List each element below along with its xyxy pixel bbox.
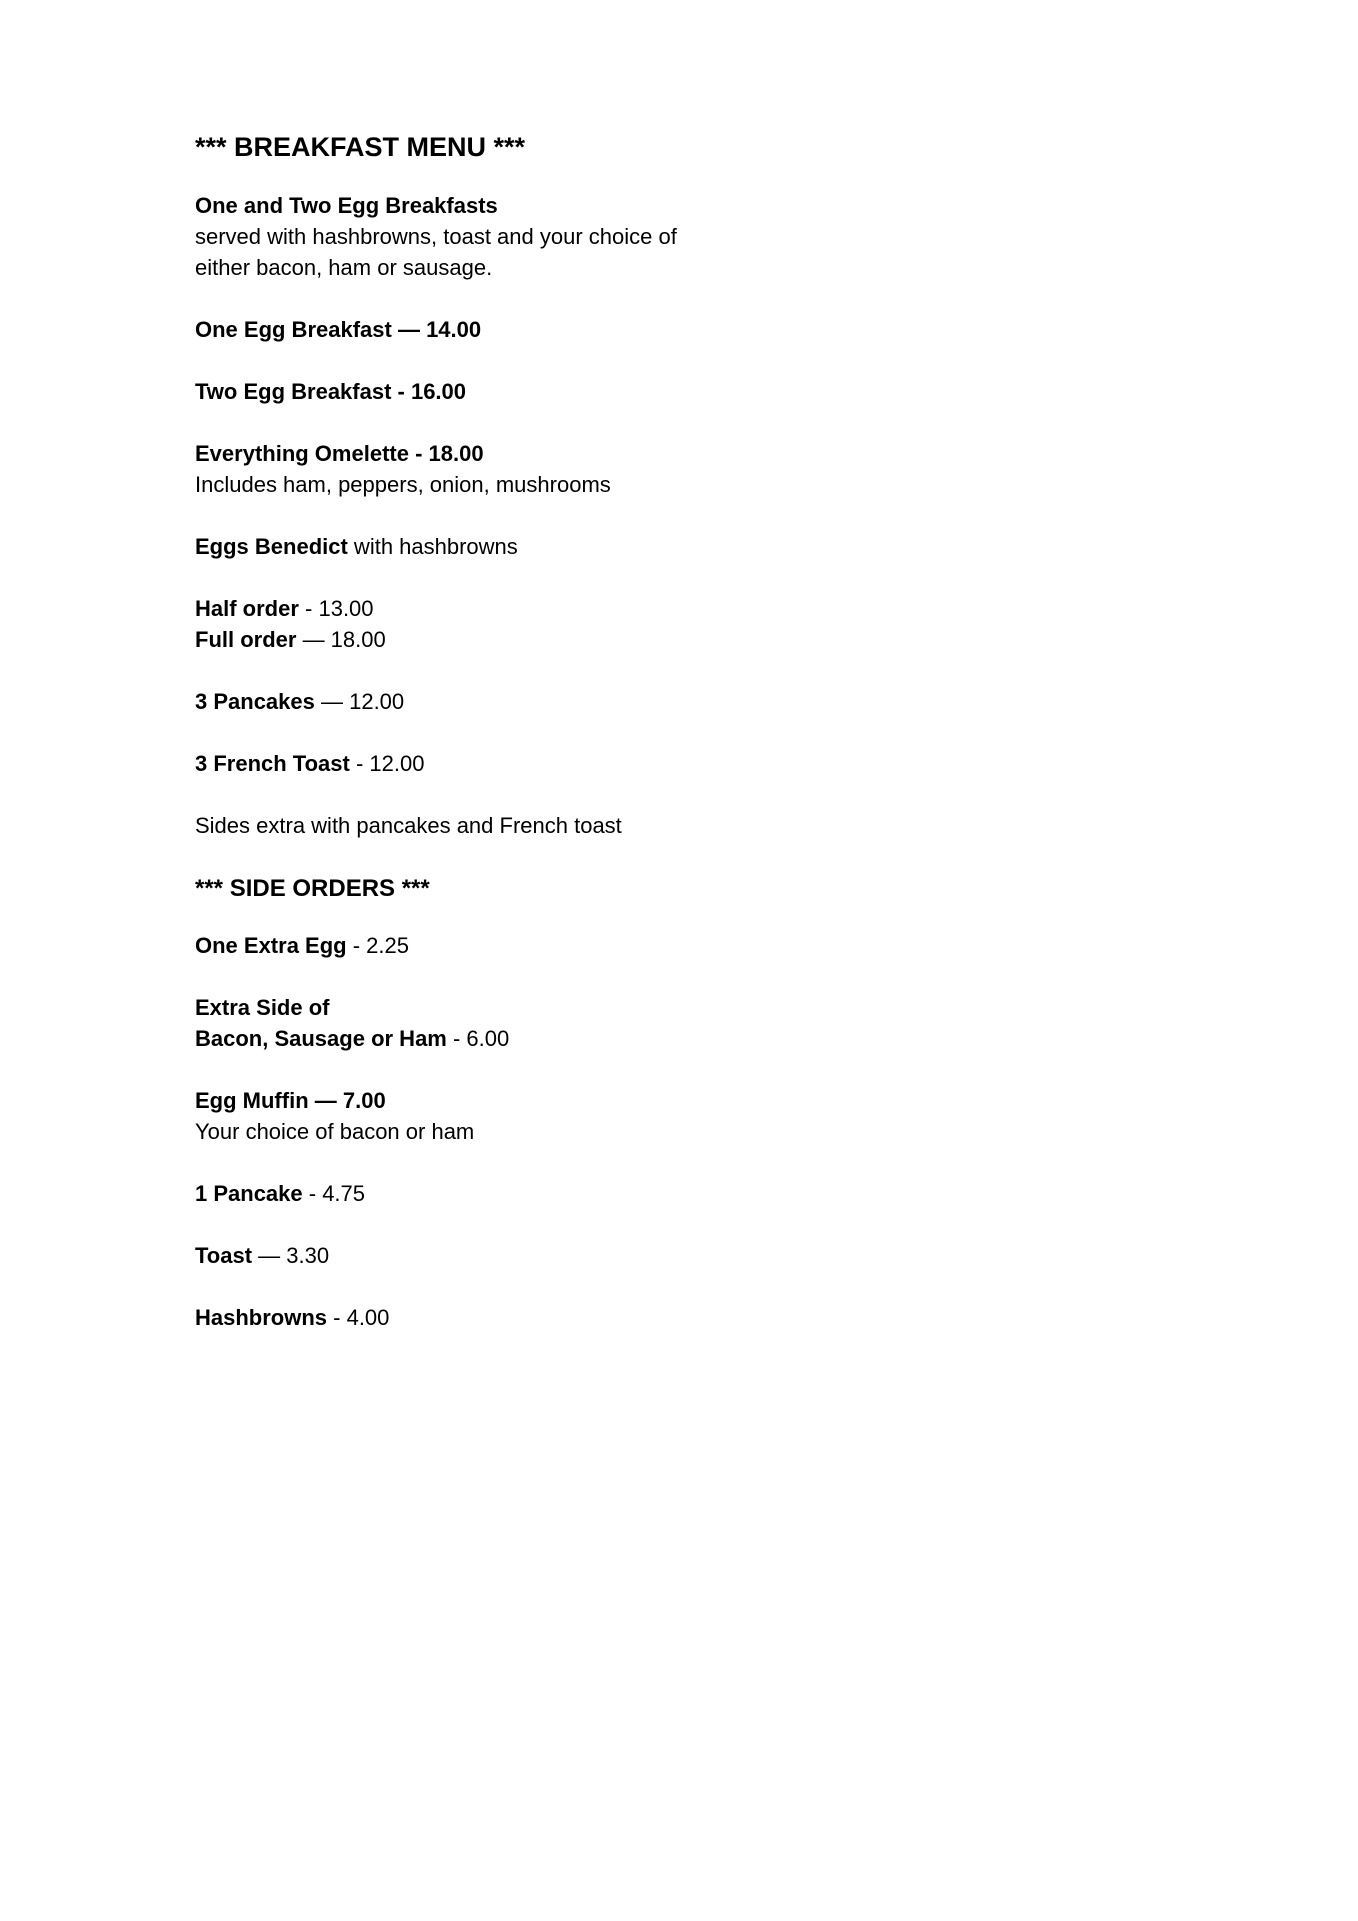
extra-egg-item	[195, 930, 1015, 961]
omelette-desc: Includes ham, peppers, onion, mushrooms	[195, 472, 611, 497]
half-order-item	[195, 593, 1015, 624]
egg-breakfasts-heading: One and Two Egg Breakfasts	[195, 193, 498, 218]
half-order-name: Half order	[195, 596, 299, 621]
eggs-benedict-desc: with hashbrowns	[347, 534, 518, 559]
full-order-price: — 18.00	[296, 627, 386, 652]
toast-name: Toast	[195, 1243, 253, 1268]
extra-side-name: Bacon, Sausage or Ham	[195, 1026, 447, 1051]
pancakes-item	[195, 686, 1015, 717]
french-toast-item	[195, 748, 1015, 779]
one-pancake-item	[195, 1178, 1015, 1209]
breakfast-menu-title: *** BREAKFAST MENU ***	[195, 132, 526, 162]
two-egg-breakfast-item: Two Egg Breakfast - 16.00	[195, 379, 467, 404]
one-pancake-price: - 4.75	[302, 1181, 366, 1206]
pancakes-price: — 12.00	[314, 689, 405, 714]
eggs-benedict-name: Eggs Benedict	[195, 534, 348, 559]
side-orders-title: *** SIDE ORDERS ***	[195, 875, 430, 902]
extra-side-item	[195, 1023, 1015, 1054]
extra-side-line1: Extra Side of	[195, 995, 330, 1020]
egg-breakfasts-desc-line1: served with hashbrowns, toast and your choice of	[195, 224, 677, 249]
pancakes-name: 3 Pancakes	[195, 689, 315, 714]
french-toast-price: - 12.00	[349, 751, 425, 776]
full-order-name: Full order	[195, 627, 297, 652]
full-order-item	[195, 624, 1015, 655]
egg-muffin-item: Egg Muffin — 7.00	[195, 1088, 386, 1113]
one-egg-breakfast-item: One Egg Breakfast — 14.00	[195, 317, 482, 342]
egg-muffin-desc: Your choice of bacon or ham	[195, 1119, 475, 1144]
toast-price: — 3.30	[252, 1243, 330, 1268]
extra-egg-price: - 2.25	[346, 933, 409, 958]
french-toast-name: 3 French Toast	[195, 751, 350, 776]
one-pancake-name: 1 Pancake	[195, 1181, 303, 1206]
hashbrowns-item	[195, 1302, 1015, 1333]
menu-page	[195, 128, 1015, 1333]
sides-note: Sides extra with pancakes and French toast	[195, 813, 622, 838]
half-order-price: - 13.00	[298, 596, 374, 621]
toast-item	[195, 1240, 1015, 1271]
extra-side-price: - 6.00	[446, 1026, 510, 1051]
hashbrowns-price: - 4.00	[327, 1305, 390, 1330]
egg-breakfasts-desc-line2: either bacon, ham or sausage.	[195, 255, 493, 280]
extra-egg-name: One Extra Egg	[195, 933, 347, 958]
eggs-benedict-item	[195, 531, 1015, 562]
hashbrowns-name: Hashbrowns	[195, 1305, 328, 1330]
omelette-item: Everything Omelette - 18.00	[195, 441, 484, 466]
